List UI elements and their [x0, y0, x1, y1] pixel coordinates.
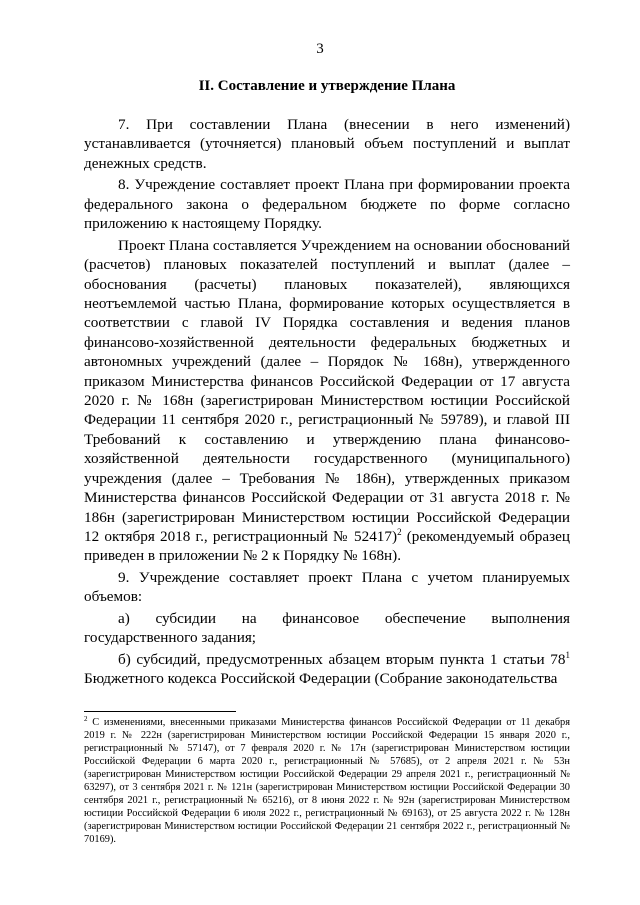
paragraph-8: 8. Учреждение составляет проект Плана при формировании проекта федерального закона о федеральном бюджете по форме согласно приложению к настоящему Порядку.: [84, 176, 570, 233]
footnote-marker: 2: [84, 715, 88, 723]
section-title: II. Составление и утверждение Плана: [198, 78, 456, 94]
footnote-separator: [84, 711, 236, 712]
paragraph-9: 9. Учреждение составляет проект Плана с учетом планируемых объемов:: [84, 568, 570, 606]
article-superscript: 1: [565, 649, 570, 660]
footnote-reference[interactable]: 2: [397, 526, 402, 537]
document-body: [84, 115, 570, 691]
page-number: 3: [316, 41, 324, 57]
paragraph-plan-draft: Проект Плана составляется Учреждением на основании обоснований (расчетов) плановых показателей поступлений и выплат (далее – обоснования (расчеты) плановых показателей), являющихся неотъемлемой частью Плана, формирование которых осуществляется в соответствии с главой IV Порядка составления и ведения планов финансово-хозяйственной деятельности федеральных бюджетных и автономных учреждений (далее – Порядок № 168н), утвержденного приказом Министерства финансов Российской Федерации от 17 августа 2020 г. № 168н (зарегистрирован Министерством юстиции Российской Федерации 11 сентября 2020 г., регистрационный № 59789), и главой III Требований к составлению и утверждению плана финансово-хозяйственной деятельности государственного (муниципального) учреждения (далее – Требования № 186н), утвержденных приказом Министерства финансов Российской Федерации от 31 августа 2018 г. № 186н (зарегистрирован Министерством юстиции Российской Федерации 12 октября 2018 г., регистрационный № 52417)$^2$ (рекомендуемый образец приведен в приложении № 2 к Порядку № 168н).: [84, 236, 570, 565]
paragraph-9-item-b: б) субсидий, предусмотренных абзацем вторым пункта 1 статьи $78^1$ Бюджетного кодекса Российской Федерации (Собрание законодательства: [84, 649, 570, 688]
footnote-text: С изменениями, внесенными приказами Министерства финансов Российской Федерации от 11 декабря 2019 г. № 222н (зарегистрирован Министерством юстиции Российской Федерации 15 января 2020 г., регистрационный № 57147), от 7 февраля 2020 г. № 17н (зарегистрирован Министерством юстиции Российской Федерации 6 марта 2020 г., регистрационный № 57685), от 2 апреля 2021 г. № 53н (зарегистрирован Министерством юстиции Российской Федерации 29 апреля 2021 г., регистрационный № 63297), от 3 сентября 2021 г. № 121н (зарегистрирован Министерством юстиции Российской Федерации 30 сентября 2021 г., регистрационный № 65216), от 8 июня 2022 г. № 92н (зарегистрирован Министерством юстиции Российской Федерации 6 июля 2022 г., регистрационный № 69163), от 25 августа 2022 г. № 128н (зарегистрирован Министерством юстиции Российской Федерации 21 сентября 2022 г., регистрационный № 70169).: [84, 717, 570, 846]
paragraph-9-item-a: а) субсидии на финансовое обеспечение выполнения государственного задания;: [84, 609, 570, 647]
footnote: [84, 716, 570, 846]
paragraph-7: 7. При составлении Плана (внесении в него изменений) устанавливается (уточняется) плановый объем поступлений и выплат денежных средств.: [84, 116, 570, 172]
